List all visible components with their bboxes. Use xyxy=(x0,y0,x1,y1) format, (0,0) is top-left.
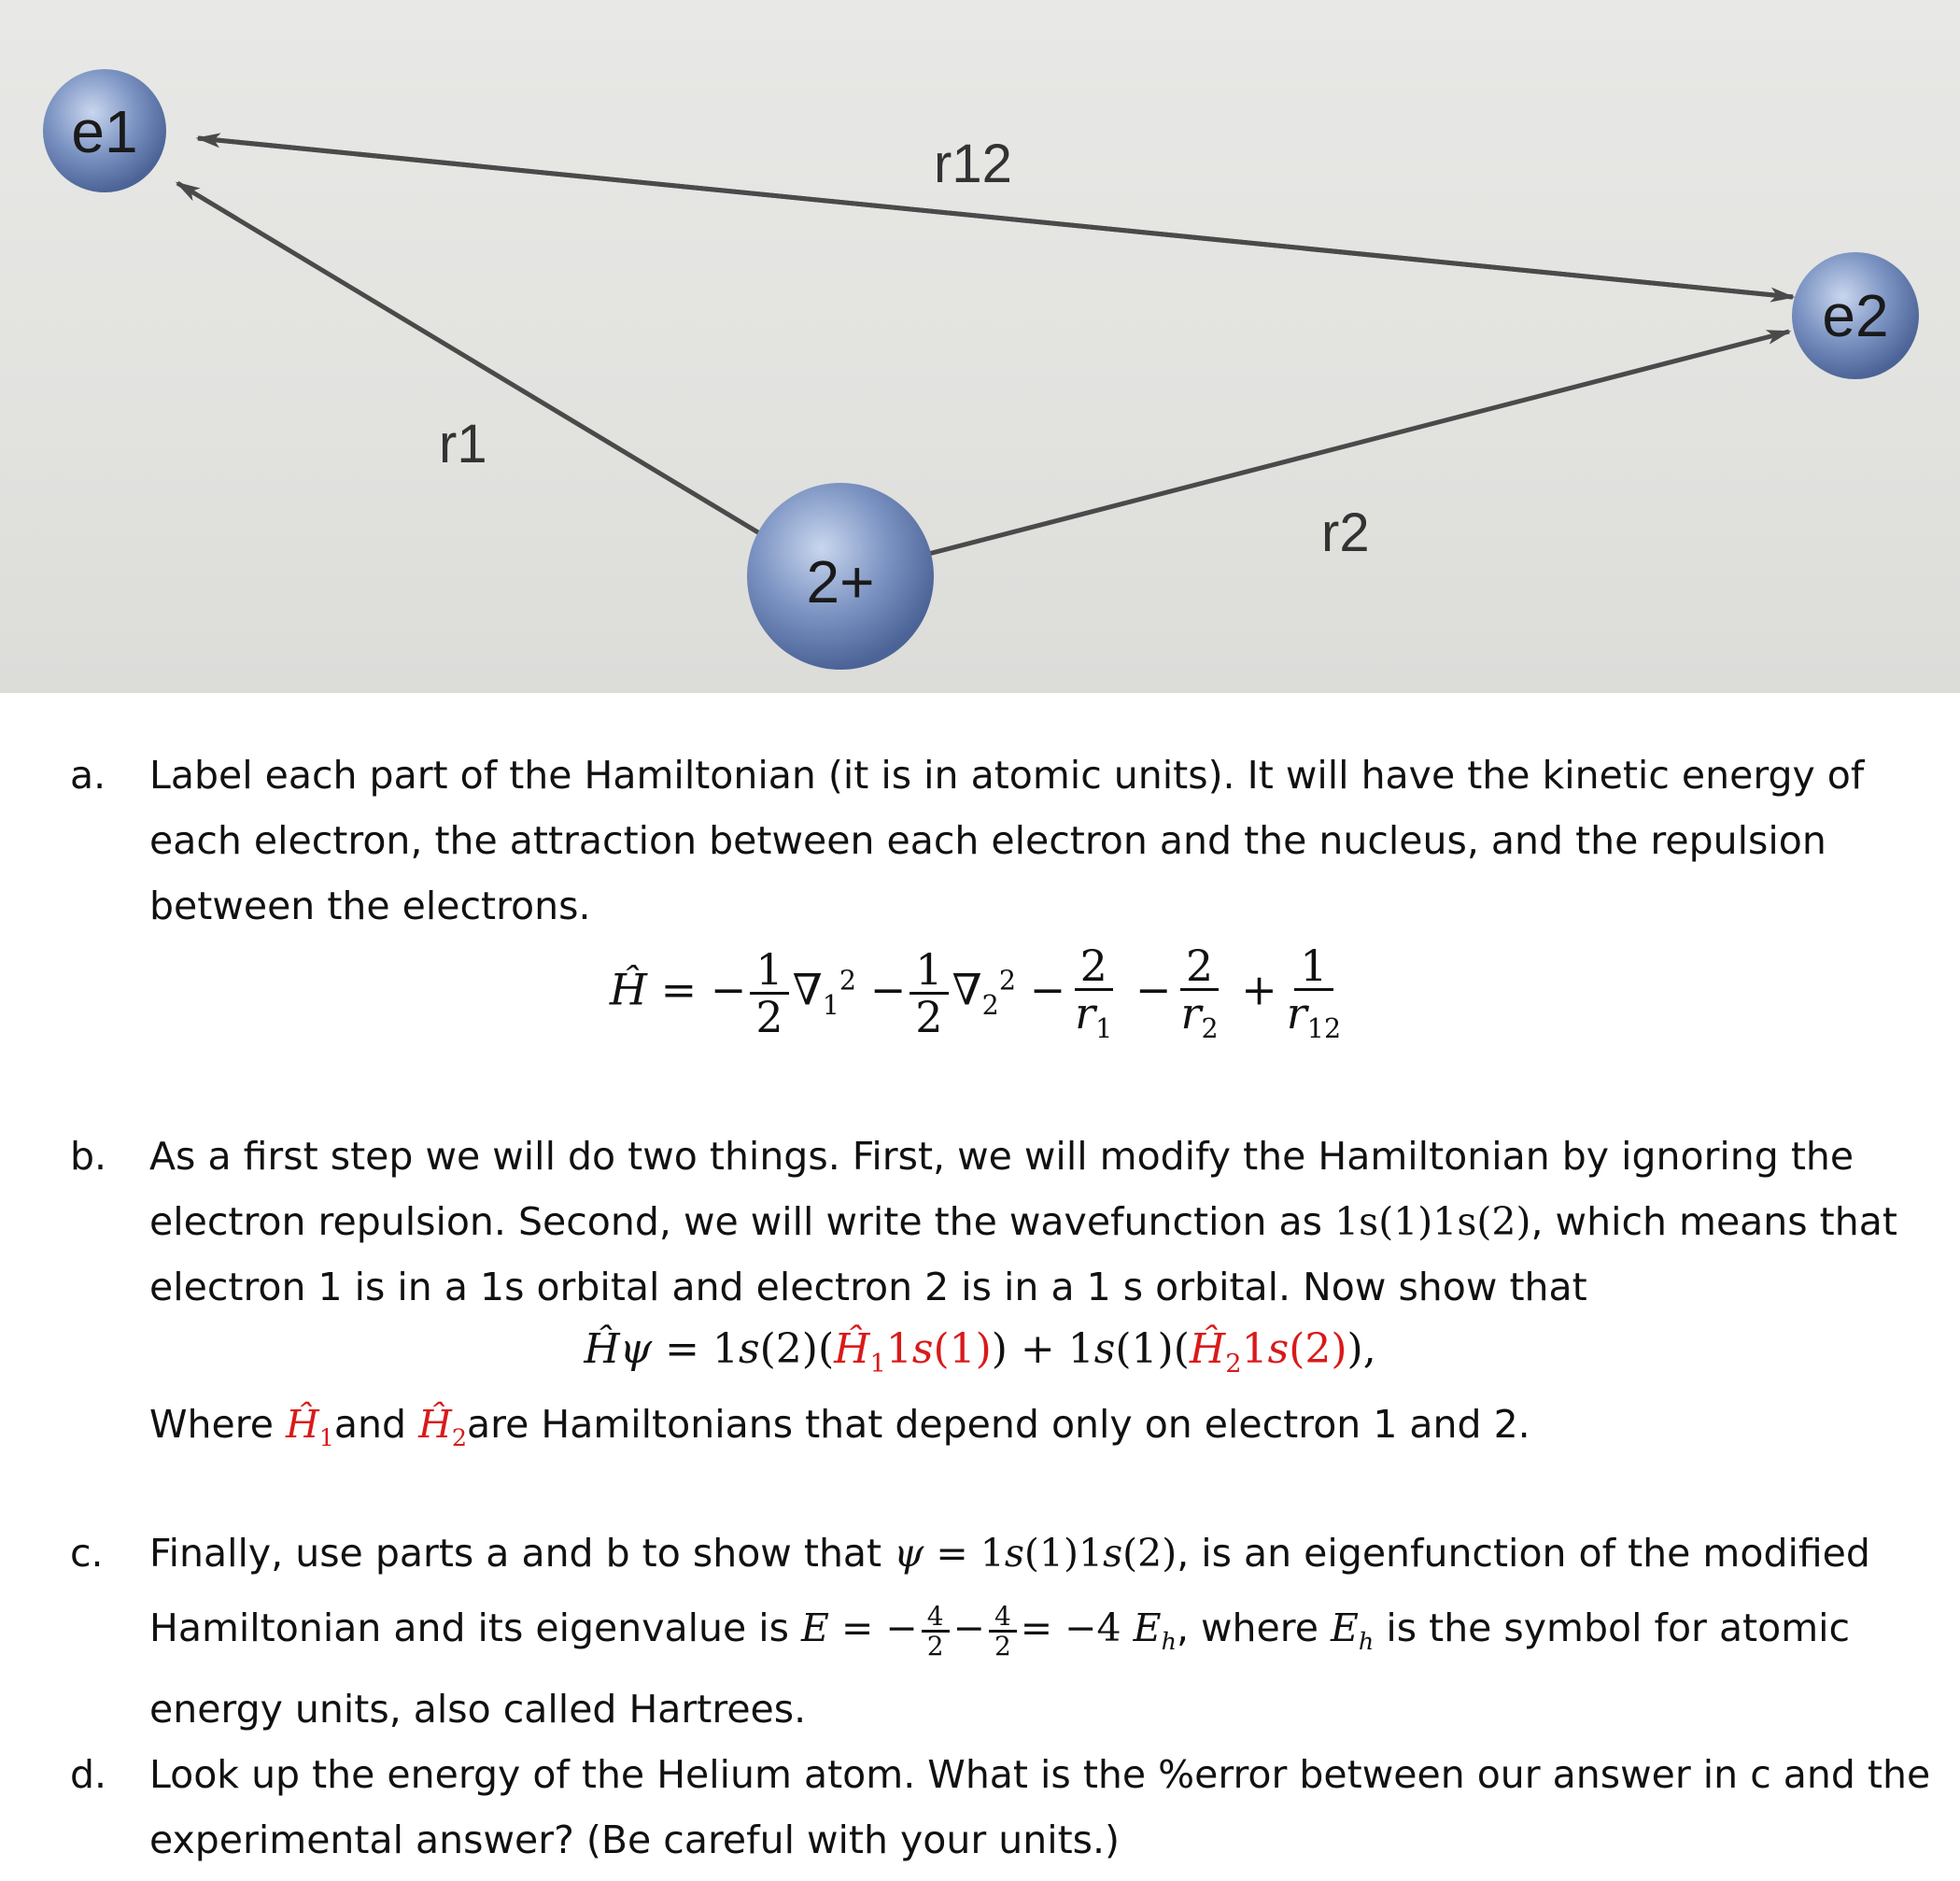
where-tail-text: are Hamiltonians that depend only on electron 1 and 2. xyxy=(467,1402,1530,1447)
question-a-text: Label each part of the Hamiltonian (it is in atomic units). It will have the kinetic energy of each electron, the attraction between each electron and the nucleus, and the repulsion between the electrons. xyxy=(149,753,1865,928)
separation-equation: Ĥψ = $1s(2)(Ĥ_11s(1))$ + $1s(1)(Ĥ_21s(2))$, xyxy=(584,1325,1376,1379)
question-b-wavefunction: 1s(1)1s(2) xyxy=(1334,1199,1531,1244)
nucleus-label: 2+ xyxy=(806,548,875,615)
question-c-text-5: is the symbol for atomic xyxy=(1374,1605,1851,1650)
question-a-marker: a. xyxy=(70,753,106,798)
question-c-text-1: Finally, use parts a and b to show that xyxy=(149,1531,895,1576)
r1-line xyxy=(177,183,789,551)
question-c-marker: c. xyxy=(70,1531,104,1576)
question-d-marker: d. xyxy=(70,1752,107,1797)
question-c-text-2: , is an eigenfunction of the modified xyxy=(1177,1531,1870,1576)
question-b-text-2: , which means that electron 1 is in a 1s orbital and electron 2 is in a 1 s orbital. Now show that xyxy=(149,1199,1897,1309)
electron-2-label: e2 xyxy=(1822,282,1889,349)
r2-label: r2 xyxy=(1321,502,1370,563)
question-d-text: Look up the energy of the Helium atom. What is the %error between our answer in c and the experimental answer? (Be careful with your units.) xyxy=(149,1752,1931,1862)
question-c-line-1: Finally, use parts a and b to show that ψ = 1s(1)1s(2), is an eigenfunction of the modified xyxy=(149,1531,1870,1576)
question-c-text-3: Hamiltonian and its eigenvalue is xyxy=(149,1605,802,1650)
electron-1-label: e1 xyxy=(71,98,138,165)
diagram-svg xyxy=(0,0,1960,693)
question-b-text xyxy=(149,1124,1942,1320)
where-text: Where xyxy=(149,1402,274,1447)
question-c-text-4: , where xyxy=(1176,1605,1331,1650)
r1-label: r1 xyxy=(439,414,487,474)
helium-atom-diagram xyxy=(0,0,1960,693)
question-b-text-1: As a first step we will do two things. First, we will modify the Hamiltonian by ignoring the electron repulsion. Second, we will write the wavefunction as xyxy=(149,1134,1854,1244)
question-c-line-2: Hamiltonian and its eigenvalue is E = − $\frac{4}{2}$ − $\frac{4}{2}$ = −4 $E_h$, where $E_h$ is the symbol for atomic xyxy=(149,1600,1851,1662)
question-b-where-line: Where $Ĥ_1and$ $Ĥ_2are$ Hamiltonians that depend only on electron 1 and 2. xyxy=(149,1402,1530,1452)
r12-label: r12 xyxy=(934,134,1012,194)
hamiltonian-equation: Ĥ = − $\frac{1}{2}$ $\nabla_1^2$ − $\frac{1}{2}$ $\nabla_2^2$ − $\frac{2}{r_1}$ − $\frac{2}{r_2}$ + $\frac{1}{r_{12}}$ xyxy=(609,940,1342,1045)
question-c-line-3: energy units, also called Hartrees. xyxy=(149,1687,807,1732)
and-text: and xyxy=(333,1402,407,1447)
question-b-marker: b. xyxy=(70,1134,107,1179)
